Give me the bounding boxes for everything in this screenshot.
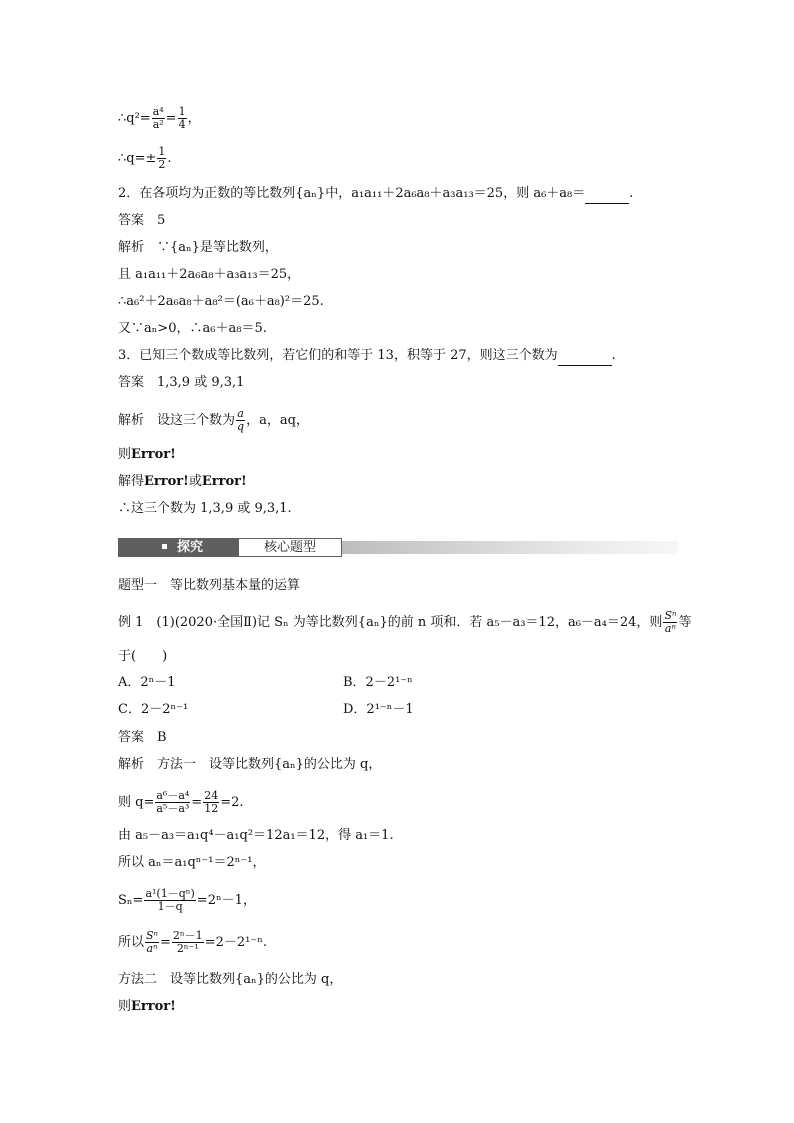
q2-fraction — [152, 106, 165, 131]
method1-sn-line — [118, 888, 256, 913]
problem3-solve-mid: 或 — [188, 474, 202, 489]
banner-square-icon — [162, 544, 167, 549]
method2-then — [118, 998, 176, 1016]
problem3-stem — [118, 347, 616, 366]
method1-intro: 解析 方法一 设等比数列{aₙ}的公比为 q， — [118, 757, 382, 772]
example1-stem — [118, 610, 691, 635]
example1-frac-den: aⁿ — [664, 622, 676, 635]
problem3-blank — [558, 347, 612, 366]
q2-fraction-2 — [178, 106, 187, 131]
banner-light-block — [238, 538, 342, 557]
problem3-analysis-tail: ，a，aq， — [246, 413, 309, 428]
problem2-stem-text: 2．在各项均为正数的等比数列{aₙ}中，a₁a₁₁＋2a₆a₈＋a₃a₁₃＝25，则 a₆＋a₈＝ — [118, 186, 586, 201]
problem2-analysis-1: 解析 ∵{aₙ}是等比数列， — [118, 240, 278, 255]
q-squared-line — [118, 106, 201, 131]
banner-dark-block — [118, 538, 238, 557]
option-c: C．2－2ⁿ⁻¹ — [118, 702, 189, 717]
method1-a1-line: 由 a₅－a₃＝a₁q⁴－a₁q²＝12a₁＝12，得 a₁＝1. — [118, 828, 394, 843]
option-b: B．2－2¹⁻ⁿ — [343, 675, 413, 690]
problem3-solve — [118, 473, 247, 491]
q2-frac-den: a² — [152, 118, 164, 131]
example1-fraction — [663, 610, 677, 635]
m1-ratio-den2: 2ⁿ⁻¹ — [176, 942, 199, 955]
section-banner — [118, 538, 678, 558]
q2-tail: ， — [187, 111, 201, 126]
problem2-analysis-2: 且 a₁a₁₁＋2a₆a₈＋a₃a₁₃＝25， — [118, 267, 301, 282]
problem3-stem-text: 3．已知三个数成等比数列，若它们的和等于 13，积等于 27，则这三个数为 — [118, 348, 558, 363]
m1-ratio-num2: 2ⁿ－1 — [172, 929, 203, 942]
problem3-analysis — [118, 408, 309, 433]
m1-q-den: a⁵－a³ — [156, 802, 190, 815]
problem3-conclusion: ∴这三个数为 1,3,9 或 9,3,1. — [118, 501, 292, 516]
q2-frac-num: a⁴ — [152, 105, 164, 118]
method1-q-line — [118, 790, 244, 815]
m1-ratio-fraction — [145, 930, 159, 955]
problem3-frac-den: q — [237, 420, 245, 433]
problem2-analysis-3: ∴a₆²＋2a₆a₈＋a₈²＝(a₆＋a₈)²＝25. — [118, 294, 324, 309]
m1-q-num: a⁶－a⁴ — [156, 789, 190, 802]
banner-right-label: 核心题型 — [263, 540, 316, 555]
problem2-blank — [585, 185, 629, 204]
q-prefix: ∴q=± — [118, 151, 157, 166]
example1-line2: 于( ) — [118, 649, 168, 664]
m1-q-num2: 24 — [204, 789, 219, 802]
topic1-title: 题型一 等比数列基本量的运算 — [118, 578, 301, 593]
m1-ratio-prefix: 所以 — [118, 935, 145, 950]
problem3-stem-end: . — [611, 348, 616, 363]
example1-stem-tail: 等 — [678, 615, 692, 630]
problem3-then-error: Error! — [131, 447, 176, 462]
q2-frac2-num: 1 — [178, 105, 186, 118]
q-fraction — [157, 146, 166, 171]
problem3-frac-num: a — [237, 407, 244, 420]
problem3-then-prefix: 则 — [118, 447, 132, 462]
banner-gradient-bar — [342, 541, 678, 554]
option-d: D．2¹⁻ⁿ－1 — [343, 702, 414, 717]
m1-q-eq: = — [191, 795, 203, 810]
problem2-stem — [118, 185, 633, 204]
q-line — [118, 146, 172, 171]
m1-sn-fraction — [144, 888, 195, 913]
problem3-then — [118, 446, 176, 464]
m1-ratio-tail: =2－2¹⁻ⁿ. — [204, 935, 267, 950]
q-frac-den: 2 — [158, 158, 166, 171]
m1-q-fraction — [155, 790, 190, 815]
problem3-analysis-prefix: 解析 设这三个数为 — [118, 413, 236, 428]
example1-frac-num: Sⁿ — [664, 609, 677, 622]
q2-frac2-den: 4 — [178, 118, 186, 131]
example1-stem-text: 例 1 (1)(2020·全国Ⅱ)记 Sₙ 为等比数列{aₙ}的前 n 项和．若 a₅－a₃＝12，a₆－a₄＝24，则 — [118, 615, 663, 630]
example1-answer: 答案 B — [118, 730, 167, 745]
q2-eq: = — [165, 111, 177, 126]
problem3-solve-error-1: Error! — [144, 474, 189, 489]
method2-intro: 方法二 设等比数列{aₙ}的公比为 q， — [118, 972, 343, 987]
method1-ratio-line — [118, 930, 267, 955]
method2-then-prefix: 则 — [118, 999, 132, 1014]
method1-an-line: 所以 aₙ＝a₁qⁿ⁻¹＝2ⁿ⁻¹， — [118, 855, 266, 870]
m1-q-fraction-2 — [203, 790, 219, 815]
m1-sn-tail: =2ⁿ－1， — [196, 893, 256, 908]
problem3-solve-prefix: 解得 — [118, 474, 145, 489]
option-a: A．2ⁿ－1 — [118, 675, 176, 690]
method2-then-error: Error! — [131, 999, 176, 1014]
m1-sn-den: 1－q — [157, 900, 183, 913]
m1-sn-num: a¹(1－qⁿ) — [145, 887, 195, 900]
q2-prefix: ∴q²= — [118, 111, 151, 126]
m1-q-den2: 12 — [204, 802, 219, 815]
m1-ratio-fraction-2 — [172, 930, 204, 955]
q-tail: . — [167, 151, 172, 166]
m1-ratio-eq: = — [160, 935, 171, 950]
q-frac-num: 1 — [158, 145, 166, 158]
m1-q-prefix: 则 q= — [118, 795, 155, 810]
m1-sn-prefix: Sₙ= — [118, 893, 144, 908]
m1-q-tail: =2. — [220, 795, 244, 810]
problem2-analysis-4: 又∵aₙ>0，∴a₆＋a₈＝5. — [118, 321, 267, 336]
m1-ratio-num: Sⁿ — [146, 929, 159, 942]
problem3-solve-error-2: Error! — [201, 474, 247, 489]
problem2-stem-end: . — [629, 186, 634, 201]
problem3-fraction — [236, 408, 245, 433]
problem2-answer: 答案 5 — [118, 213, 166, 228]
problem3-answer: 答案 1,3,9 或 9,3,1 — [118, 375, 245, 390]
banner-left-label: 探究 — [177, 540, 204, 555]
m1-ratio-den: aⁿ — [146, 942, 158, 955]
